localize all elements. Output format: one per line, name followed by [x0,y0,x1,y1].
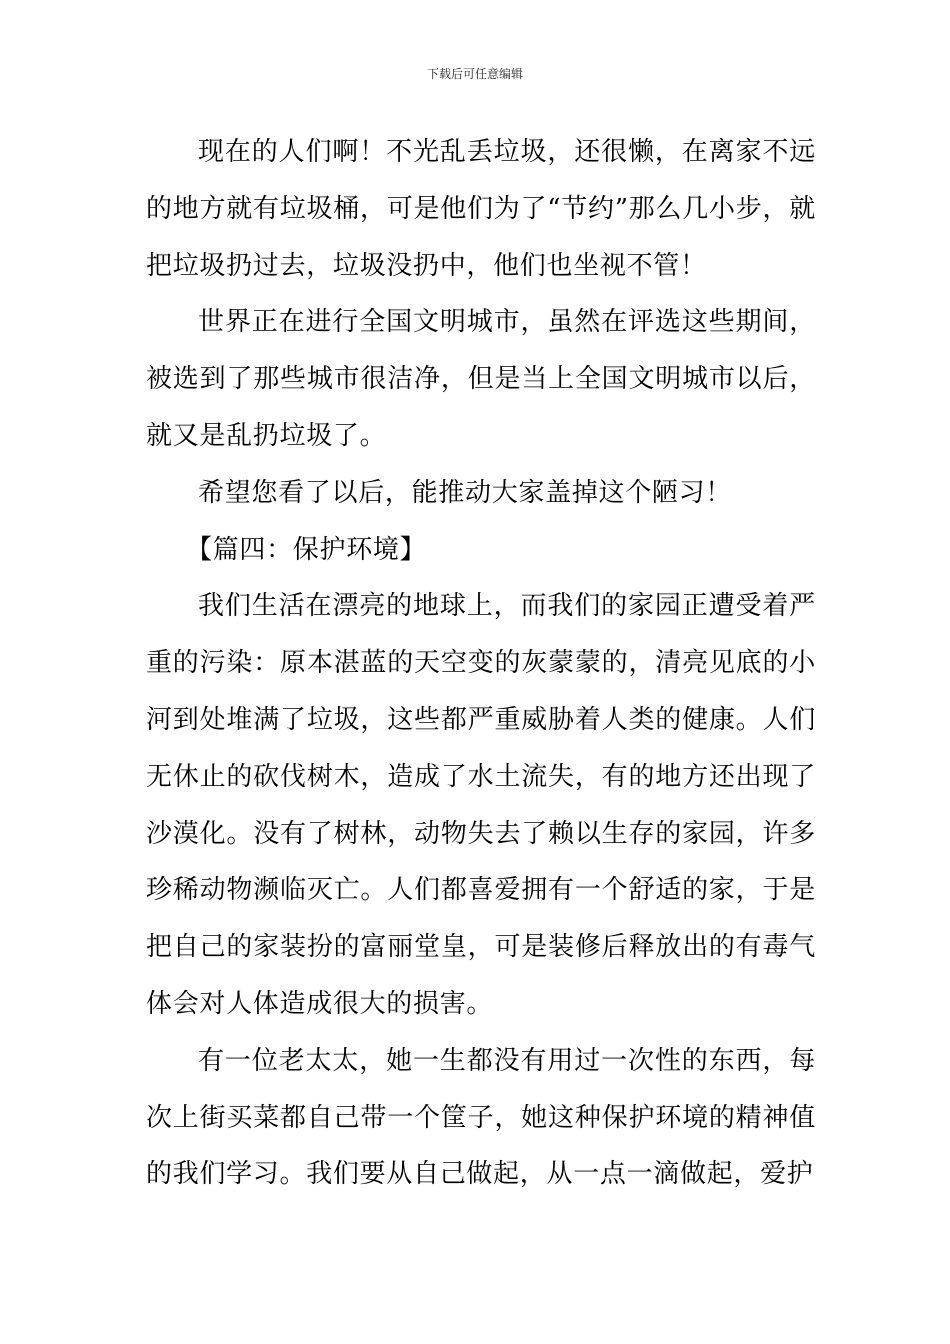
section-heading: 【篇四：保护环境】 [186,534,427,565]
paragraph-hope: 希望您看了以后，能推动大家盖掉这个陋习！ [198,477,733,508]
document-body [146,124,816,1203]
page-header: 下载后可任意编辑 [426,67,523,81]
paragraph-old-lady: 有一位老太太，她一生都没有用过一次性的东西，每次上街买菜都自己带一个筐子，她这种保护环境的精神值的我们学习。我们要从自己做起，从一点一滴做起，爱护 [146,1045,816,1190]
paragraph-litter: 现在的人们啊！不光乱丢垃圾，还很懒，在离家不远的地方就有垃圾桶，可是他们为了“节约”那么几小步，就把垃圾扔过去，垃圾没扔中，他们也坐视不管！ [146,137,816,281]
paragraph-civilized-city: 世界正在进行全国文明城市，虽然在评选这些期间，被选到了那些城市很洁净，但是当上全国文明城市以后，就又是乱扔垃圾了。 [146,307,816,451]
paragraph-pollution: 我们生活在漂亮的地球上，而我们的家园正遭受着严重的污染：原本湛蓝的天空变的灰蒙蒙的，清亮见底的小河到处堆满了垃圾，这些都严重威胁着人类的健康。人们无休止的砍伐树木，造成了水土流失，有的地方还出现了沙漠化。没有了树林，动物失去了赖以生存的家园，许多珍稀动物濒临灭亡。人们都喜爱拥有一个舒适的家，于是把自己的家装扮的富丽堂皇，可是装修后释放出的有毒气体会对人体造成很大的损害。 [146,591,816,1019]
